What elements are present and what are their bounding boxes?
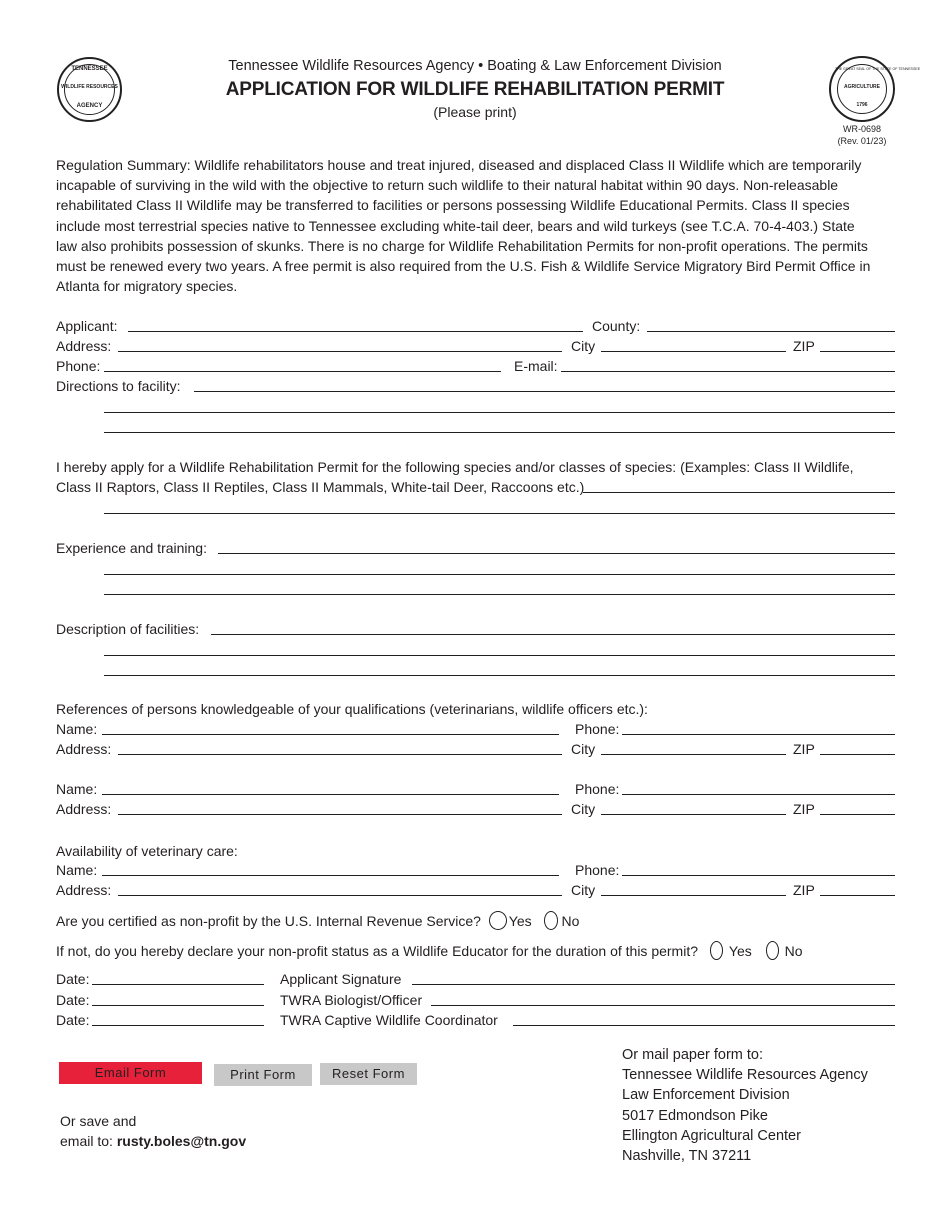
reference2-city-label: City: [571, 801, 596, 817]
species-field[interactable]: [583, 492, 895, 493]
date-label: Date:: [56, 992, 90, 1008]
facilities-label: Description of facilities:: [56, 621, 200, 637]
declare-no-label: No: [784, 943, 803, 959]
applicant-address-field[interactable]: [118, 351, 562, 352]
reference2-phone-field[interactable]: [622, 794, 895, 795]
vet-phone-field[interactable]: [622, 875, 895, 876]
reference2-zip-field[interactable]: [820, 814, 895, 815]
seal-bottom-text: 1796: [856, 102, 868, 108]
summary-line: Atlanta for migratory species.: [56, 278, 238, 295]
biologist-label: TWRA Biologist/Officer: [280, 992, 423, 1008]
reference1-phone-field[interactable]: [622, 734, 895, 735]
reference1-phone-label: Phone:: [575, 721, 620, 737]
declare-no-radio[interactable]: [766, 941, 779, 960]
vet-city-label: City: [571, 882, 596, 898]
declare-yes-radio[interactable]: [710, 941, 723, 960]
mail-address-line: Law Enforcement Division: [622, 1087, 790, 1104]
applicant-name-field[interactable]: [128, 331, 583, 332]
irs-question: Are you certified as non-profit by the U.S. Internal Revenue Service?: [56, 913, 481, 929]
reference1-name-field[interactable]: [102, 734, 559, 735]
applicant-signature-label: Applicant Signature: [280, 971, 402, 987]
city-label: City: [571, 338, 596, 354]
vet-name-field[interactable]: [102, 875, 559, 876]
logo-top-text: TENNESSEE: [71, 66, 108, 72]
reference1-zip-field[interactable]: [820, 754, 895, 755]
reference2-address-field[interactable]: [118, 814, 562, 815]
facilities-field-line[interactable]: [104, 675, 895, 676]
facilities-field[interactable]: [211, 634, 895, 635]
reference2-phone-label: Phone:: [575, 781, 620, 797]
reference1-zip-label: ZIP: [793, 741, 815, 757]
form-revision: (Rev. 01/23): [837, 136, 887, 146]
vet-zip-field[interactable]: [820, 895, 895, 896]
vet-zip-label: ZIP: [793, 882, 815, 898]
county-label: County:: [592, 318, 641, 334]
phone-label: Phone:: [56, 358, 101, 374]
irs-no-radio[interactable]: [544, 911, 558, 930]
reference1-city-label: City: [571, 741, 596, 757]
vet-city-field[interactable]: [601, 895, 786, 896]
zip-label: ZIP: [793, 338, 815, 354]
twra-logo: [57, 57, 122, 122]
biologist-date-field[interactable]: [92, 1005, 264, 1006]
seal-top-text: THE GREAT SEAL OF THE STATE OF TENNESSEE: [835, 67, 921, 71]
reference1-address-field[interactable]: [118, 754, 562, 755]
summary-line: Regulation Summary: Wildlife rehabilitators house and treat injured, diseased and displaced Class II Wildlife which are temporarily: [56, 157, 862, 173]
mail-address-line: Nashville, TN 37211: [622, 1148, 752, 1165]
coordinator-label: TWRA Captive Wildlife Coordinator: [280, 1012, 498, 1028]
reference2-name-label: Name:: [56, 781, 98, 797]
references-heading: References of persons knowledgeable of your qualifications (veterinarians, wildlife officers etc.):: [56, 701, 648, 717]
reference1-address-label: Address:: [56, 741, 112, 757]
directions-label: Directions to facility:: [56, 378, 181, 394]
species-text: I hereby apply for a Wildlife Rehabilitation Permit for the following species and/or classes of species: (Examples: Class II Wildlife,: [56, 459, 854, 475]
seal-middle-text: AGRICULTURE: [843, 84, 880, 90]
date-label: Date:: [56, 1012, 90, 1028]
irs-question-row: [56, 911, 579, 930]
summary-line: law also prohibits possession of skunks. There is no charge for Wildlife Rehabilitation Permits for non-profit operations. The permits: [56, 237, 868, 254]
coordinator-date-field[interactable]: [92, 1025, 264, 1026]
logo-bottom-text: AGENCY: [76, 103, 103, 109]
reference2-address-label: Address:: [56, 801, 112, 817]
mail-address-line: Ellington Agricultural Center: [622, 1127, 801, 1144]
email-label: E-mail:: [514, 358, 558, 374]
vet-name-label: Name:: [56, 862, 98, 878]
declare-question-row: [56, 941, 803, 960]
biologist-signature-field[interactable]: [431, 1005, 895, 1006]
reset-form-button[interactable]: Reset Form: [320, 1063, 417, 1085]
logo-middle-text: WILDLIFE RESOURCES: [61, 84, 118, 90]
declare-yes-label: Yes: [728, 943, 752, 959]
mail-address-line: 5017 Edmondson Pike: [622, 1107, 768, 1124]
directions-field-line[interactable]: [104, 432, 895, 433]
vet-phone-label: Phone:: [575, 862, 620, 878]
print-form-button[interactable]: Print Form: [214, 1064, 312, 1086]
summary-line: must be renewed every two years. A free permit is also required from the U.S. Fish & Wildlife Service Migratory Bird Permit Office in: [56, 258, 871, 275]
experience-field-line[interactable]: [104, 594, 895, 595]
email-form-button[interactable]: Email Form: [59, 1062, 202, 1084]
vet-address-field[interactable]: [118, 895, 562, 896]
contact-email[interactable]: rusty.boles@tn.gov: [116, 1133, 247, 1149]
email-to-line: [60, 1133, 246, 1149]
coordinator-signature-field[interactable]: [513, 1025, 895, 1026]
reference1-city-field[interactable]: [601, 754, 786, 755]
summary-line: include most terrestrial species native to Tennessee excluding white-tail deer, bears and wild turkeys (see T.C.A. 70-4-403.) State: [56, 217, 855, 234]
summary-line: rehabilitated Class II Wildlife may be transferred to facilities or persons possessing Wildlife Educational Permits. Class II species: [56, 197, 850, 214]
agency-line: Tennessee Wildlife Resources Agency • Boating & Law Enforcement Division: [228, 58, 722, 74]
mail-address-line: Tennessee Wildlife Resources Agency: [622, 1067, 868, 1084]
species-text-examples: Class II Raptors, Class II Reptiles, Class II Mammals, White-tail Deer, Raccoons etc.): [56, 479, 585, 495]
experience-field[interactable]: [218, 553, 895, 554]
summary-line: incapable of surviving in the wild with the objective to return such wildlife to their natural habitat within 90 days. Non-releasable: [56, 177, 839, 194]
county-field[interactable]: [647, 331, 895, 332]
declare-question: If not, do you hereby declare your non-profit status as a Wildlife Educator for the duration of this permit?: [56, 943, 699, 959]
directions-field-line[interactable]: [104, 412, 895, 413]
irs-yes-radio[interactable]: [489, 911, 507, 930]
applicant-city-field[interactable]: [601, 351, 786, 352]
applicant-phone-field[interactable]: [104, 371, 501, 372]
veterinary-heading: Availability of veterinary care:: [56, 843, 238, 859]
save-text: Or save and: [60, 1113, 137, 1129]
reference1-name-label: Name:: [56, 721, 98, 737]
applicant-label: Applicant:: [56, 318, 118, 334]
date-label: Date:: [56, 971, 90, 987]
regulation-summary: [56, 155, 898, 296]
applicant-email-field[interactable]: [561, 371, 895, 372]
mail-heading: Or mail paper form to:: [622, 1047, 764, 1063]
vet-address-label: Address:: [56, 882, 112, 898]
applicant-signature-field[interactable]: [412, 984, 895, 985]
email-to-prefix: email to:: [60, 1133, 117, 1149]
reference2-zip-label: ZIP: [793, 801, 815, 817]
applicant-zip-field[interactable]: [820, 351, 895, 352]
experience-field-line[interactable]: [104, 574, 895, 575]
species-field-line[interactable]: [104, 513, 895, 514]
irs-yes-label: Yes: [508, 913, 532, 929]
experience-label: Experience and training:: [56, 540, 207, 556]
mail-address-block: [622, 1045, 868, 1166]
reference2-name-field[interactable]: [102, 794, 559, 795]
irs-no-label: No: [561, 913, 580, 929]
form-number: WR-0698: [842, 124, 881, 134]
tennessee-state-seal: [829, 56, 921, 122]
address-label: Address:: [56, 338, 112, 354]
page-title: APPLICATION FOR WILDLIFE REHABILITATION PERMIT: [225, 79, 725, 100]
applicant-date-field[interactable]: [92, 984, 264, 985]
directions-field[interactable]: [194, 391, 895, 392]
facilities-field-line[interactable]: [104, 655, 895, 656]
reference2-city-field[interactable]: [601, 814, 786, 815]
please-print-note: (Please print): [433, 104, 517, 120]
